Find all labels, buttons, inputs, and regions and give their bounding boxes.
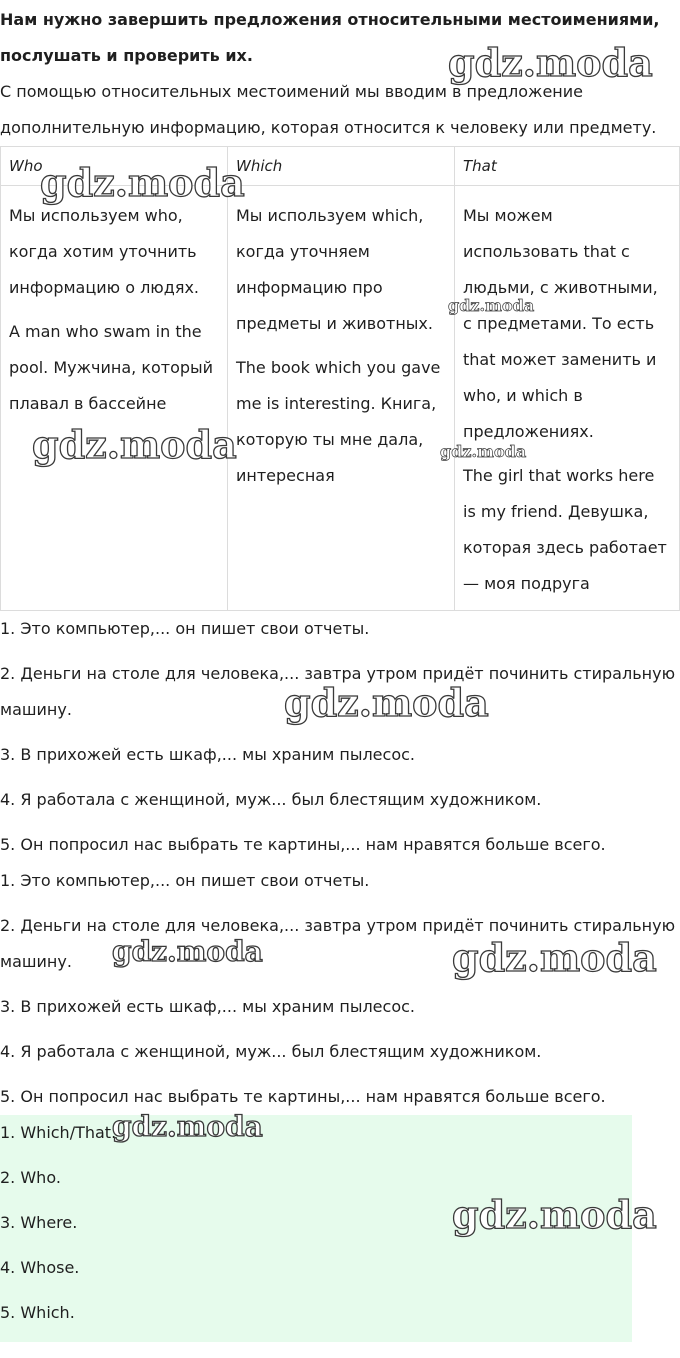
list-item: 2. Деньги на столе для человека,... завтра утром придёт починить стиральную машину. (0, 664, 676, 719)
header-who: Who (1, 147, 228, 186)
list-item: 1. Это компьютер,... он пишет свои отчеты. (0, 871, 370, 890)
watermark: gdz.moda (112, 1110, 263, 1143)
cell-that-rule: Мы можем использовать that с людьми, с животными, с предметами. То есть that может заменить и who, и which в предложениях. (463, 206, 658, 441)
sentences-block-1 (0, 611, 680, 863)
table-header-row (1, 147, 680, 186)
cell-which-rule: Мы используем which, когда уточняем информацию про предметы и животных. (236, 206, 433, 333)
cell-who (1, 186, 228, 611)
cell-who-rule: Мы используем who, когда хотим уточнить информацию о людях. (9, 206, 200, 297)
watermark: gdz.moda (448, 296, 535, 315)
watermark: gdz.moda (452, 1192, 657, 1237)
cell-that (455, 186, 680, 611)
header-that: That (455, 147, 680, 186)
cell-which-example: The book which you gave me is interesting. Книга, которую ты мне дала, интересная (236, 358, 441, 485)
intro-text: С помощью относительных местоимений мы вводим в предложение дополнительную информацию, которая относится к человеку или предмету. (0, 82, 657, 137)
table-row (1, 186, 680, 611)
list-item: 4. Я работала с женщиной, муж... был блестящим художником. (0, 790, 542, 809)
watermark: gdz.moda (440, 442, 527, 461)
answer-item: 4. Whose. (0, 1258, 80, 1277)
cell-which (228, 186, 455, 611)
task-title: Нам нужно завершить предложения относительными местоимениями, послушать и проверить их. (0, 10, 660, 65)
watermark: gdz.moda (32, 422, 237, 467)
watermark: gdz.moda (448, 40, 653, 85)
answers-block (0, 1115, 632, 1342)
list-item: 5. Он попросил нас выбрать те картины,... нам нравятся больше всего. (0, 1087, 606, 1106)
pronoun-table (0, 146, 680, 611)
list-item: 3. В прихожей есть шкаф,... мы храним пылесос. (0, 745, 415, 764)
list-item: 4. Я работала с женщиной, муж... был блестящим художником. (0, 1042, 542, 1061)
cell-that-example: The girl that works here is my friend. Девушка, которая здесь работает — моя подруга (463, 466, 667, 593)
list-item: 2. Деньги на столе для человека,... завтра утром придёт починить стиральную машину. (0, 916, 676, 971)
watermark: gdz.moda (112, 935, 263, 968)
watermark: gdz.moda (284, 680, 489, 725)
answer-item: 2. Who. (0, 1168, 61, 1187)
list-item: 5. Он попросил нас выбрать те картины,... нам нравятся больше всего. (0, 835, 606, 854)
list-item: 3. В прихожей есть шкаф,... мы храним пылесос. (0, 997, 415, 1016)
answer-item: 5. Which. (0, 1303, 75, 1322)
answer-item: 1. Which/That. (0, 1123, 117, 1142)
watermark: gdz.moda (40, 160, 245, 205)
watermark: gdz.moda (452, 935, 657, 980)
sentences-block-2 (0, 863, 680, 1115)
cell-who-example: A man who swam in the pool. Мужчина, который плавал в бассейне (9, 322, 214, 413)
answer-item: 3. Where. (0, 1213, 78, 1232)
header-which: Which (228, 147, 455, 186)
list-item: 1. Это компьютер,... он пишет свои отчеты. (0, 619, 370, 638)
